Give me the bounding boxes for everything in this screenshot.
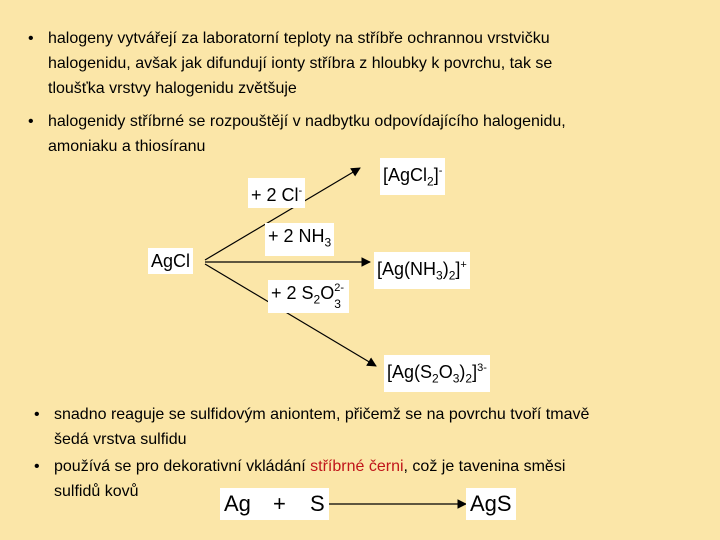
product-chloro-complex: [AgCl$_2$]-	[380, 158, 445, 195]
bullet-niello	[34, 454, 714, 504]
reagent-ammonia: + 2 $NH_3$	[265, 223, 334, 256]
bullet-sulfide	[34, 402, 714, 452]
bullet-line: amoniaku a thiosíranu	[48, 138, 206, 155]
bullet-line: halogenidu, avšak jak difundují ionty stříbra z hloubky k povrchu, tak se	[48, 55, 553, 72]
reactant-agcl: AgCl	[148, 248, 193, 274]
reagent-chloride: + 2 Cl-	[248, 178, 305, 208]
equation-product: AgS	[466, 488, 516, 520]
equation-s: S	[310, 491, 325, 516]
bullet-marker: •	[28, 113, 34, 130]
bullet-marker: •	[34, 458, 40, 475]
bullet-line: halogenidy stříbrné se rozpouštějí v nadbytku odpovídajícího halogenidu,	[48, 113, 566, 130]
bullet-line: používá se pro dekorativní vkládání stříbrné černi, což je tavenina směsi	[54, 458, 566, 475]
bullet-marker: •	[34, 406, 40, 423]
product-ammine-complex: $[Ag(NH_3)_2]^+$	[374, 252, 470, 289]
reagent-thiosulfate: + 2 $S_2O$ 2- 3	[268, 280, 349, 313]
bullet-line: halogeny vytvářejí za laboratorní teploty na stříbře ochrannou vrstvičku	[48, 30, 550, 47]
bullet-line: tloušťka vrstvy halogenidu zvětšuje	[48, 80, 297, 97]
highlight-term: stříbrné černi	[310, 458, 404, 475]
bullet-line: snadno reaguje se sulfidovým aniontem, přičemž se na povrchu tvoří tmavě	[54, 406, 590, 423]
equation-ag: Ag	[224, 491, 251, 516]
equation-plus: +	[273, 491, 286, 516]
bullet-line: sulfidů kovů	[54, 483, 139, 500]
bullet-marker: •	[28, 30, 34, 47]
equation-reactants	[220, 488, 329, 520]
bullet-line: šedá vrstva sulfidu	[54, 431, 187, 448]
product-thiosulfato-complex: $[Ag(S_2O_3)_2]^{3-}$	[384, 355, 490, 392]
